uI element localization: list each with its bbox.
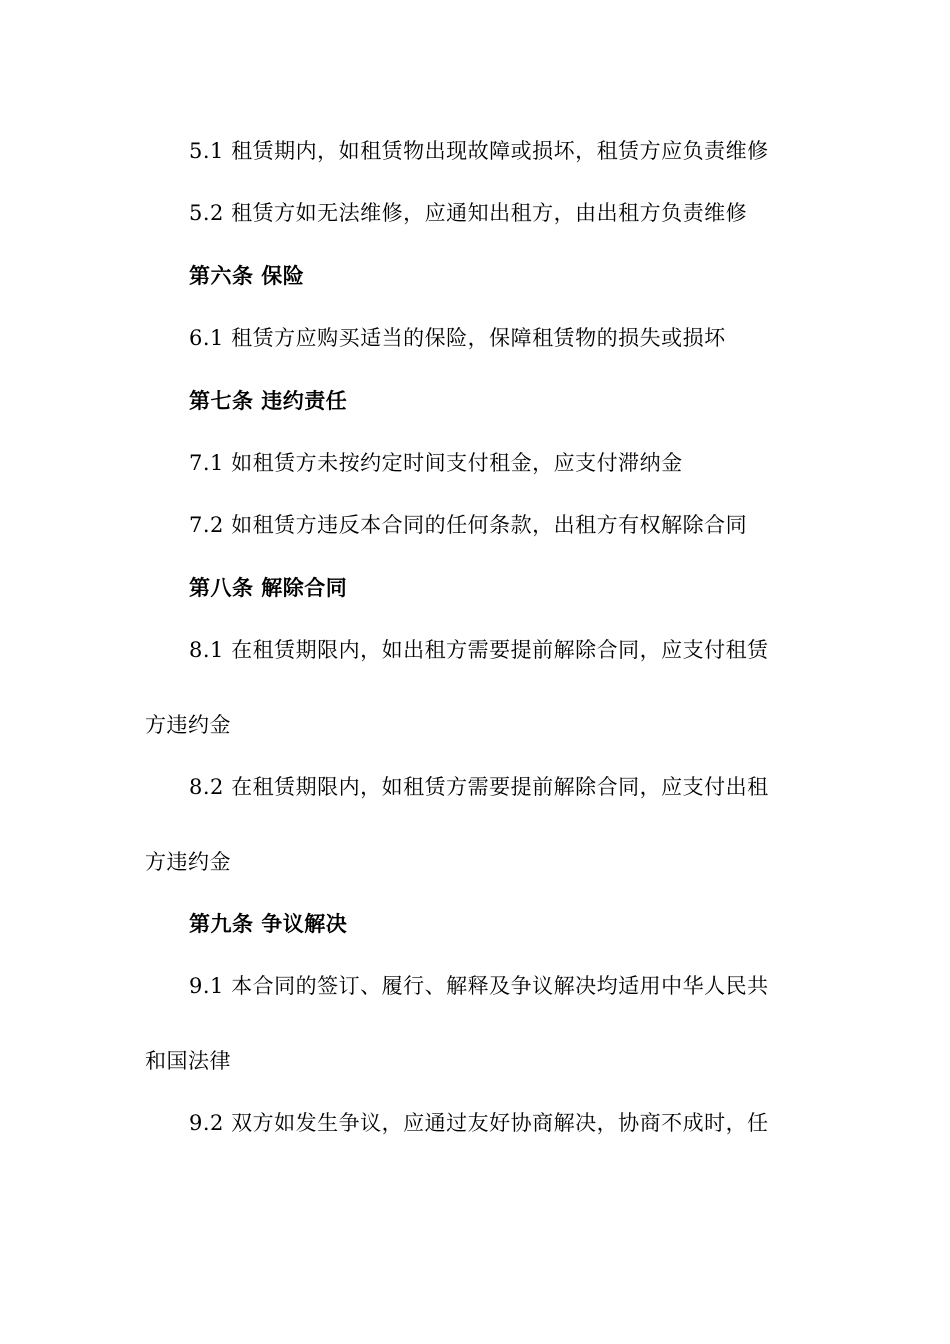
clause-8-1-continuation: 方违约金 [145,713,231,737]
heading-article-7: 第七条 违约责任 [189,389,348,413]
clause-7-2: 7.2 如租赁方违反本合同的任何条款，出租方有权解除合同 [189,513,748,537]
clause-8-2-continuation: 方违约金 [145,850,231,874]
clause-6-1: 6.1 租赁方应购买适当的保险，保障租赁物的损失或损坏 [189,326,726,350]
clause-5-1: 5.1 租赁期内，如租赁物出现故障或损坏，租赁方应负责维修 [189,139,769,163]
clause-7-1: 7.1 如租赁方未按约定时间支付租金，应支付滞纳金 [189,451,683,475]
clause-5-2: 5.2 租赁方如无法维修，应通知出租方，由出租方负责维修 [189,201,748,225]
clause-8-2: 8.2 在租赁期限内，如租赁方需要提前解除合同，应支付出租 [189,775,769,799]
heading-article-6: 第六条 保险 [189,264,305,288]
clause-8-1: 8.1 在租赁期限内，如出租方需要提前解除合同，应支付租赁 [189,638,769,662]
clause-9-1: 9.1 本合同的签订、履行、解释及争议解决均适用中华人民共 [189,974,769,998]
heading-article-9: 第九条 争议解决 [189,912,348,936]
heading-article-8: 第八条 解除合同 [189,576,348,600]
clause-9-1-continuation: 和国法律 [145,1049,231,1073]
clause-9-2: 9.2 双方如发生争议，应通过友好协商解决，协商不成时，任 [189,1111,769,1135]
